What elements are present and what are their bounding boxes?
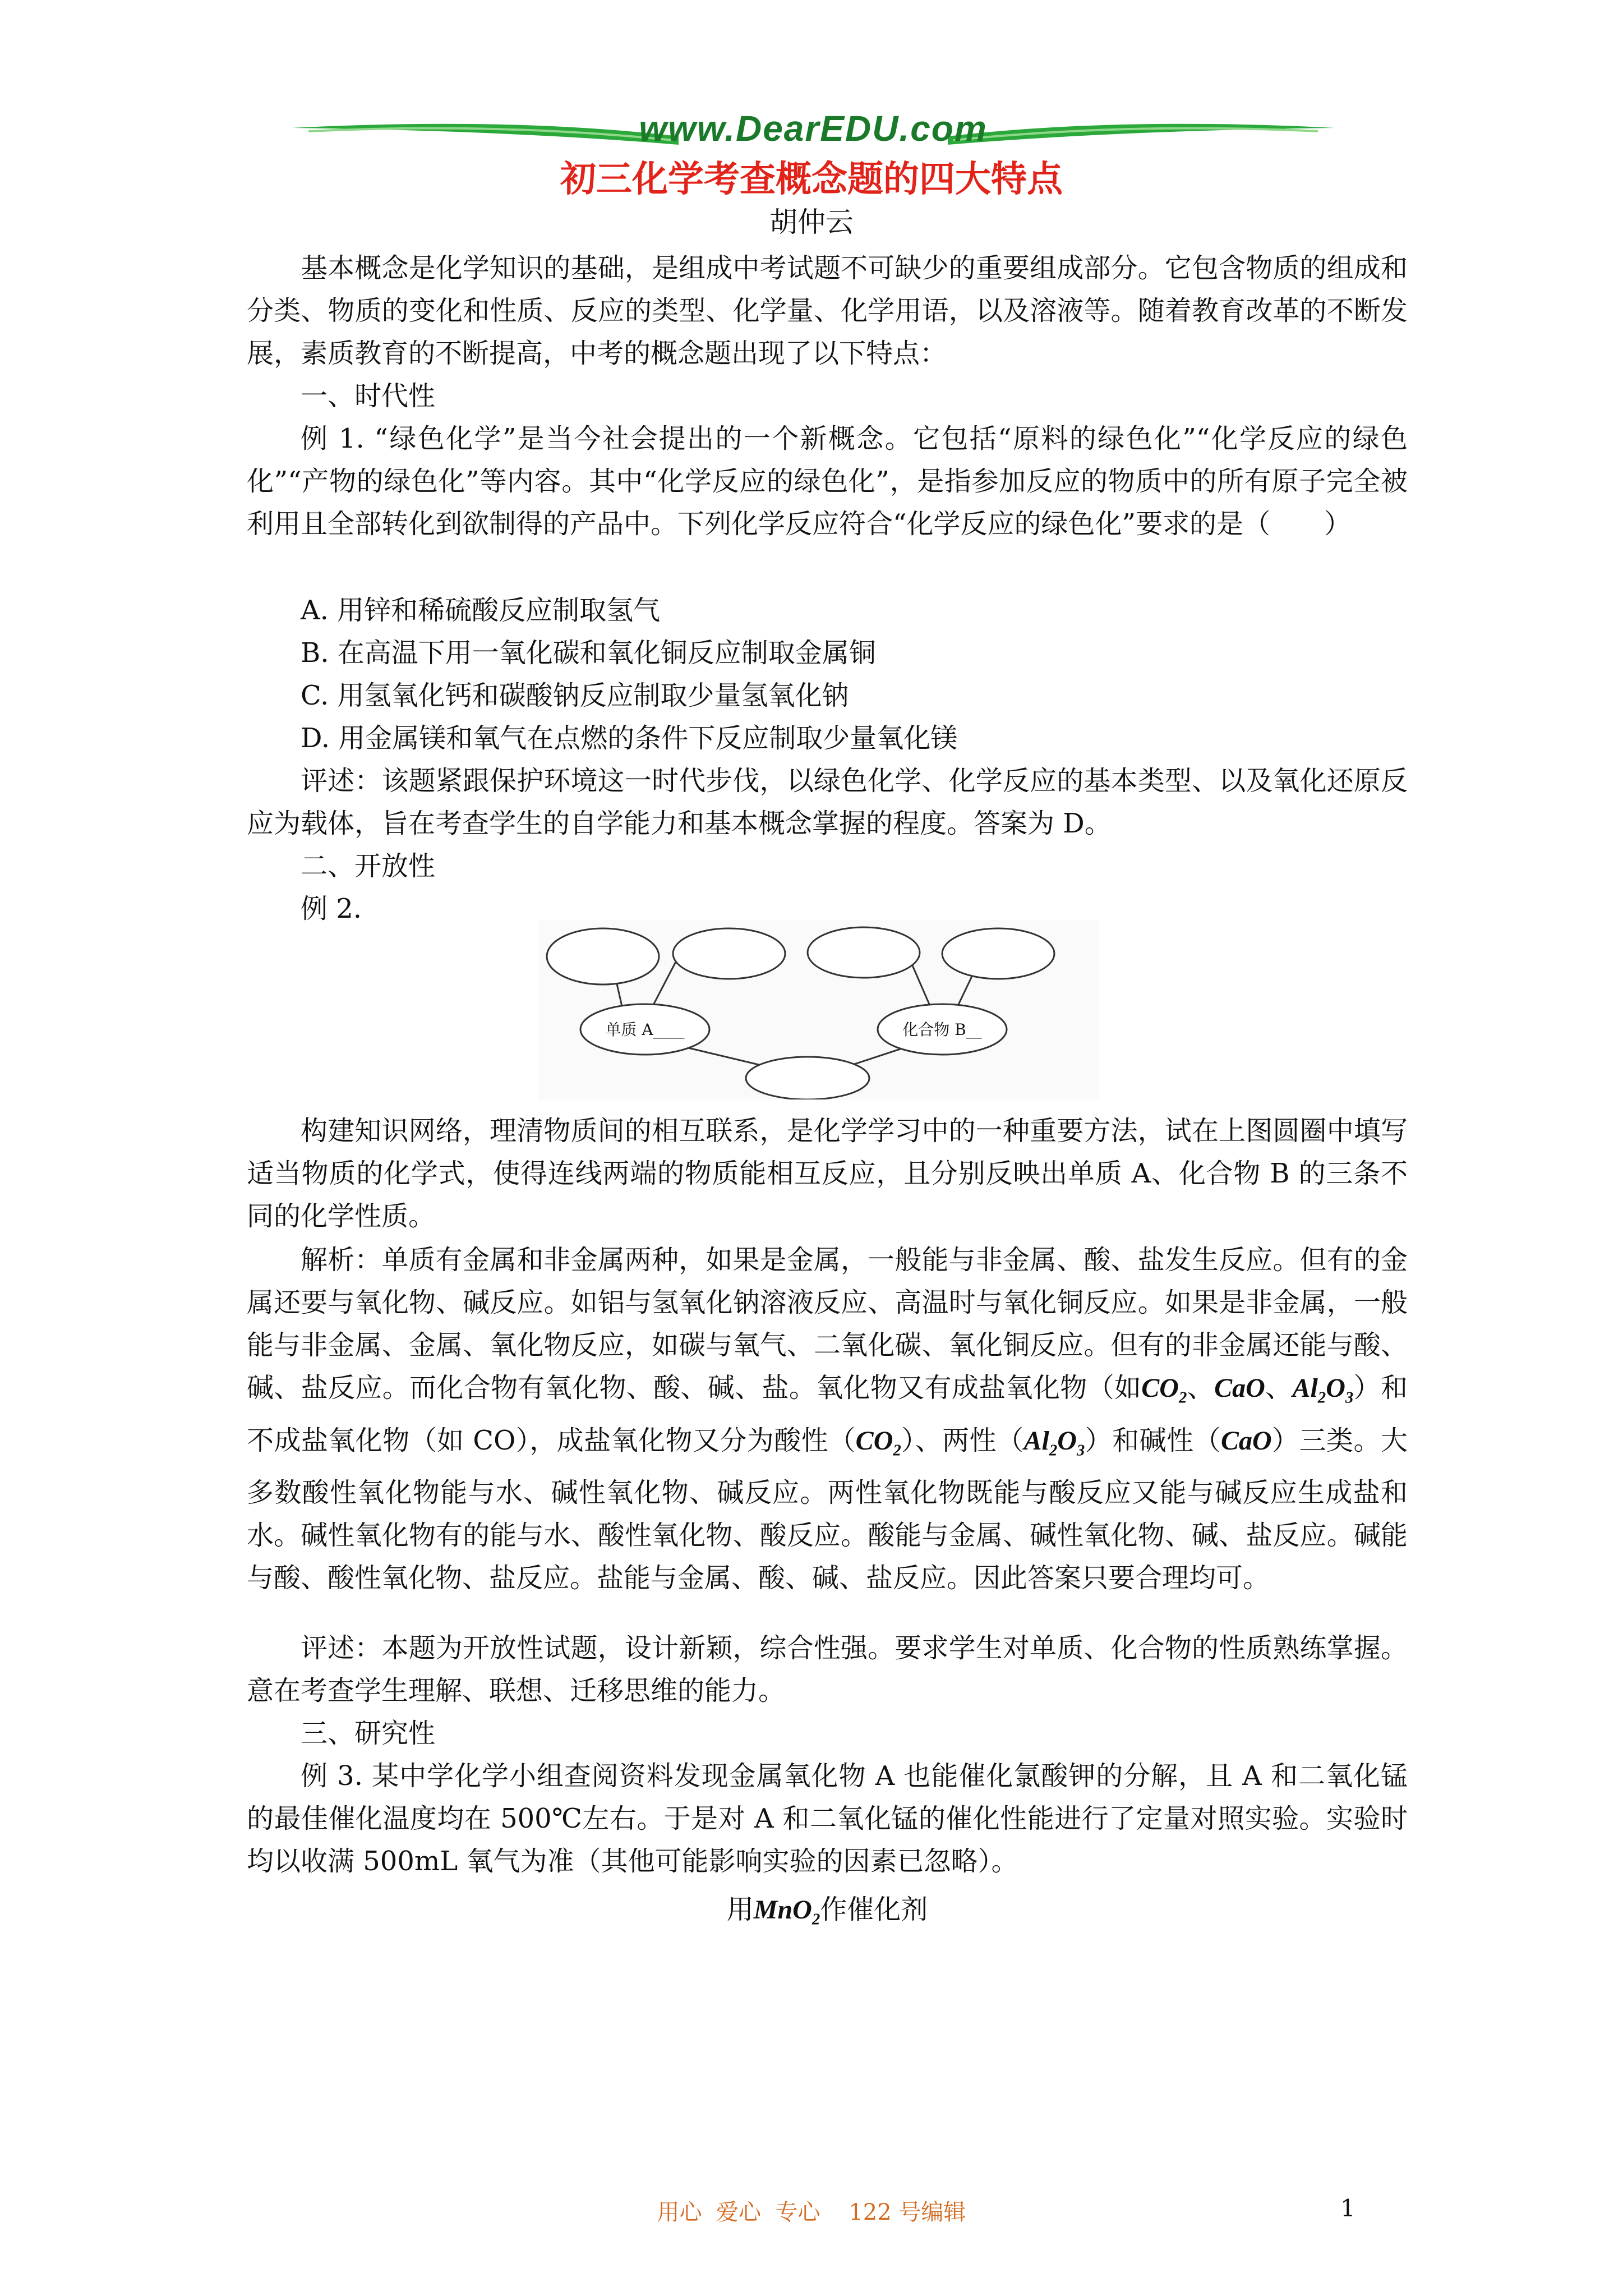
section-heading-3: 三、研究性 — [301, 1718, 436, 1749]
formula-cao: CaO — [1214, 1373, 1265, 1403]
page-title: 初三化学考查概念题的四大特点 — [560, 158, 1063, 200]
empty-circle-3 — [808, 927, 920, 978]
empty-circle-4 — [942, 928, 1054, 979]
footer-text: 用心 爱心 专心 122 号编辑 — [657, 2200, 966, 2225]
example-1-comment: 评述：该题紧跟保护环境这一时代步伐，以绿色化学、化学反应的基本类型、以及氧化还原反应为载体，旨在考查学生的自学能力和基本概念掌握的程度。答案为 D。 — [247, 765, 1408, 839]
formula-co2: $CO_2$ — [1141, 1373, 1187, 1407]
example-2-question: 构建知识网络，理清物质间的相互联系，是化学学习中的一种重要方法，试在上图圆圈中填写适当物质的化学式，使得连线两端的物质能相互反应，且分别反映出单质 A、化合物 B 的三条不同的化学性质。 — [247, 1115, 1408, 1232]
page-number: 1 — [1340, 2194, 1355, 2222]
example-3-question: 例 3. 某中学化学小组查阅资料发现金属氧化物 A 也能催化氯酸钾的分解，且 A 和二氧化锰的最佳催化温度均在 500℃左右。于是对 A 和二氧化锰的催化性能进行了定量对照实验。实验时均以收满 500mL 氧气为准（其他可能影响实验的因素已忽略）。 — [247, 1760, 1408, 1877]
formula-co2-acidic: $CO_2$ — [855, 1425, 901, 1460]
example-2-analysis: 解析：单质有金属和非金属两种，如果是金属，一般能与非金属、酸、盐发生反应。但有的金属还要与氧化物、碱反应。如铝与氢氧化钠溶液反应、高温时与氧化铜反应。如果是非金属，一般能与非金属、金属、氧化物反应，如碳与氧气、二氧化碳、氧化铜反应。但有的非金属还能与酸、碱、盐反应。而化合物有氧化物、酸、碱、盐。氧化物又有成盐氧化物（如$CO_2$、CaO、$Al_2O_3$）和不成盐氧化物（如 CO），成盐氧化物又分为酸性$(CO_2)$、两性$(Al_2O_3)$和碱性（CaO）三类。大多数酸性氧化物能与水、碱性氧化物、碱反应。两性氧化物既能与酸反应又能与碱反应生成盐和水。碱性氧化物有的能与水、酸性氧化物、酸反应。酸能与金属、碱性氧化物、碱、盐反应。碱能与酸、酸性氧化物、盐反应。盐能与金属、酸、碱、盐反应。因此答案只要合理均可。 — [247, 1244, 1408, 1594]
option-b: B. 在高温下用一氧化碳和氧化铜反应制取金属铜 — [301, 637, 876, 669]
empty-circle-center — [746, 1057, 869, 1099]
option-a: A. 用锌和稀硫酸反应制取氢气 — [301, 595, 661, 626]
formula-al2o3-amphoteric: $Al_2O_3$ — [1023, 1425, 1085, 1460]
formula-al2o3: $Al_2O_3$ — [1292, 1373, 1354, 1407]
option-c: C. 用氢氧化钙和碳酸钠反应制取少量氢氧化钠 — [301, 680, 849, 711]
empty-circle-1 — [547, 928, 659, 984]
example-2-comment: 评述：本题为开放性试题，设计新颖，综合性强。要求学生对单质、化合物的性质熟练掌握。意在考查学生理解、联想、迁移思维的能力。 — [247, 1632, 1408, 1706]
formula-mno2: MnO$_2$ — [753, 1895, 820, 1929]
table-caption: 用MnO$_2$作催化剂 — [726, 1894, 928, 1929]
label-element-a: 单质 A____ — [605, 1020, 685, 1039]
label-compound-b: 化合物 B__ — [902, 1020, 982, 1039]
formula-cao-basic: CaO — [1221, 1425, 1272, 1456]
example-2-label: 例 2. — [301, 893, 362, 924]
section-heading-2: 二、开放性 — [301, 850, 436, 882]
section-heading-1: 一、时代性 — [301, 380, 436, 412]
empty-circle-2 — [673, 928, 785, 979]
author-name: 胡仲云 — [769, 206, 854, 238]
example-1-question: 例 1. “绿色化学”是当今社会提出的一个新概念。它包括“原料的绿色化”“化学反应的绿色化”“产物的绿色化”等内容。其中“化学反应的绿色化”，是指参加反应的物质中的所有原子完全被利用且全部转化到欲制得的产品中。下列化学反应符合“化学反应的绿色化”要求的是（ ） — [247, 423, 1408, 540]
brand-logo-text[interactable]: www.DearEDU.com — [639, 108, 988, 149]
knowledge-network-diagram — [538, 920, 1099, 1099]
intro-paragraph: 基本概念是化学知识的基础，是组成中考试题不可缺少的重要组成部分。它包含物质的组成和分类、物质的变化和性质、反应的类型、化学量、化学用语，以及溶液等。随着教育改革的不断发展，素质教育的不断提高，中考的概念题出现了以下特点： — [247, 252, 1408, 369]
option-d: D. 用金属镁和氧气在点燃的条件下反应制取少量氧化镁 — [301, 723, 958, 754]
